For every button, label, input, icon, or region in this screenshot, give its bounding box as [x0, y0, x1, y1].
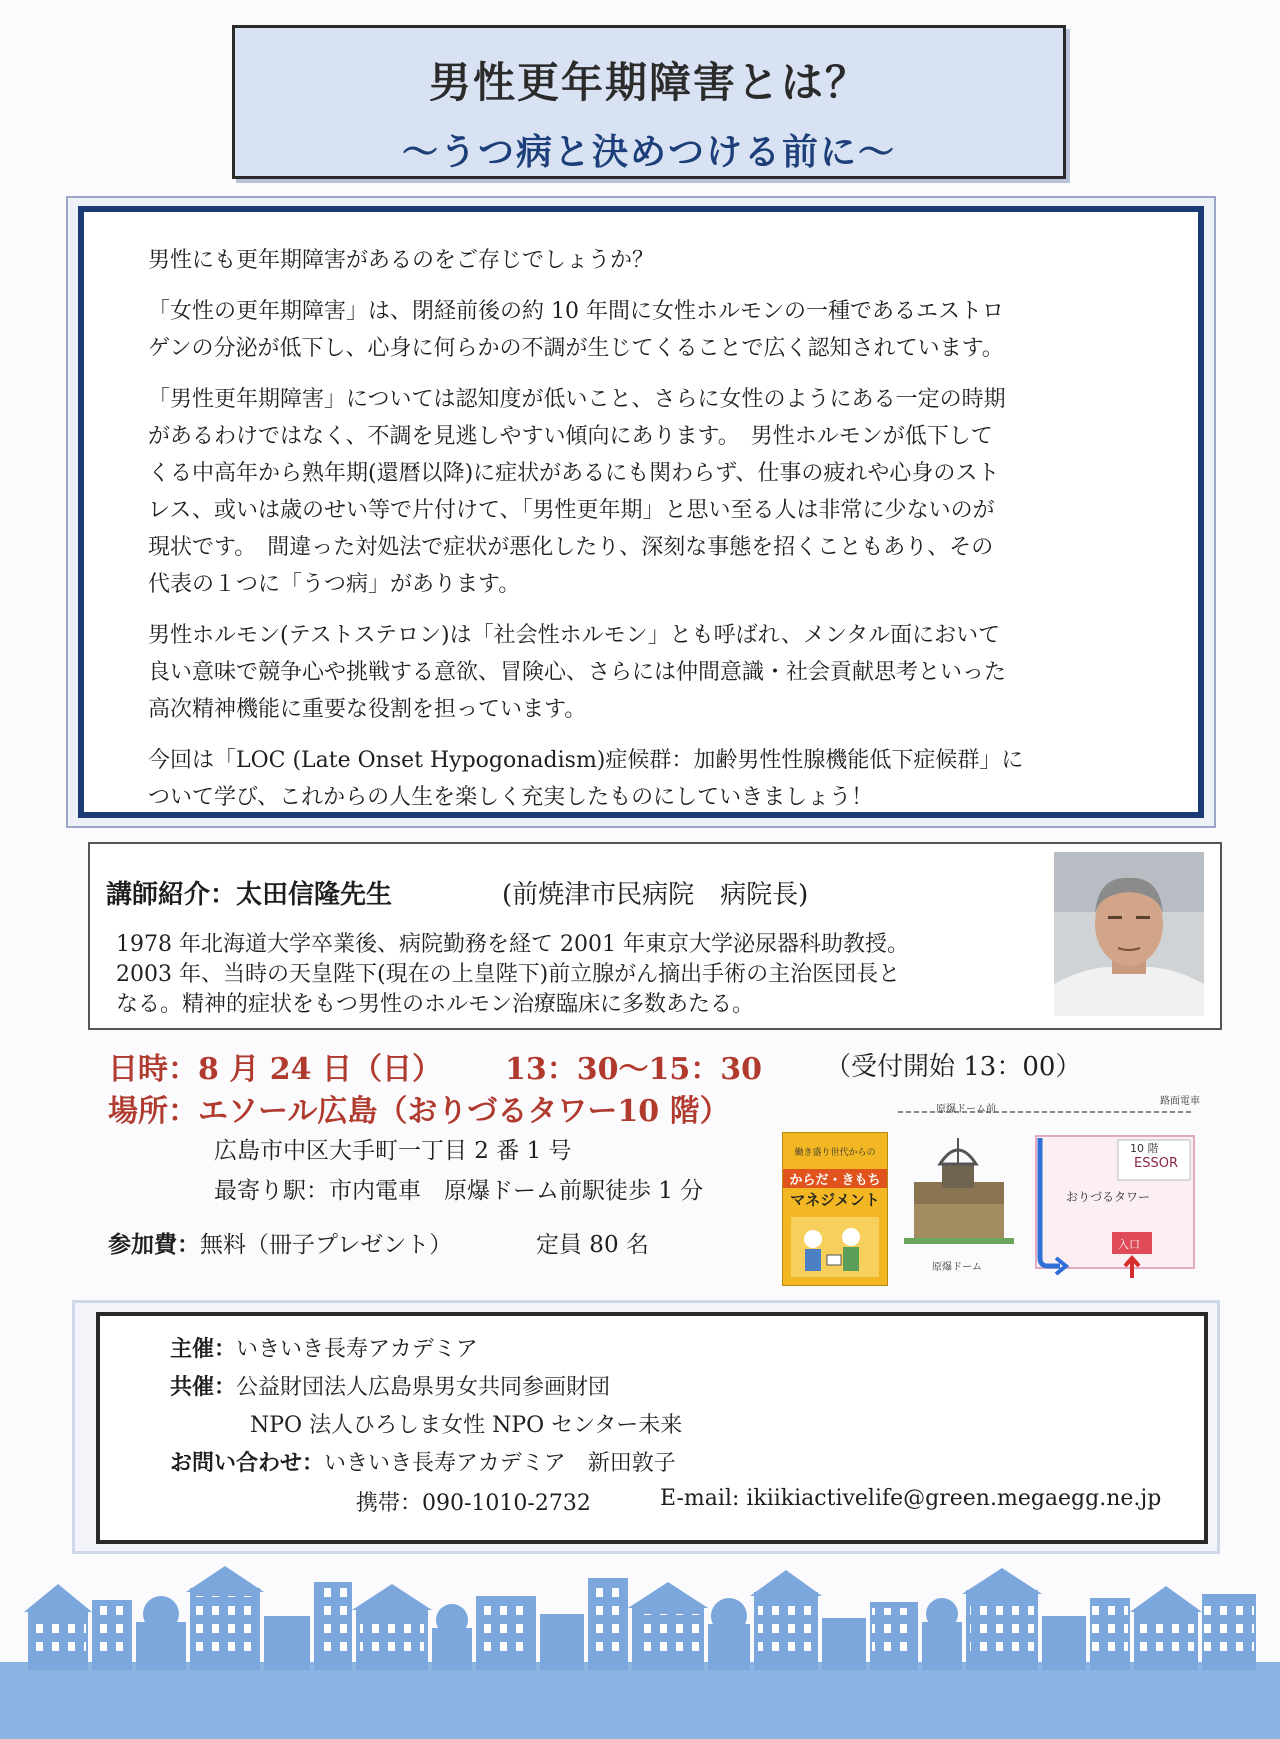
- event-reception: （受付開始 13：00）: [825, 1052, 1082, 1082]
- organizer-mobile: 携帯：090-1010-2732: [356, 1491, 591, 1516]
- map-tram-label: 路面電車: [1160, 1096, 1200, 1107]
- map-dome-label: 原爆ドーム: [932, 1262, 982, 1273]
- event-date: 日時：8 月 24 日（日）: [108, 1052, 442, 1087]
- map-tram-stop-label: 原爆ドーム前: [936, 1104, 996, 1115]
- access-map: [892, 1092, 1200, 1286]
- booklet-subtitle: 働き盛り世代からの: [794, 1148, 876, 1158]
- title-banner: [232, 25, 1066, 179]
- speaker-affiliation: (前焼津市民病院 病院長): [502, 880, 809, 910]
- event-station: 最寄り駅：市内電車 原爆ドーム前駅徒歩 1 分: [214, 1178, 704, 1204]
- intro-section: [78, 206, 1204, 818]
- event-fee: 参加費：無料（冊子プレゼント）: [108, 1231, 453, 1258]
- event-place: 場所：エソール広島（おりづるタワー10 階）: [108, 1094, 730, 1129]
- organizer-section: [96, 1312, 1208, 1544]
- intro-paragraph-4: 男性ホルモン(テストステロン)は「社会性ホルモン」とも呼ばれ、メンタル面において 良い意味で競争心や挑戦する意欲、冒険心、さらには仲間意識・社会貢献思考といった 高次精神機能に重要な役割を担っています。: [148, 623, 1007, 722]
- booklet-title-line2: マネジメント: [790, 1191, 880, 1209]
- speaker-heading: 講師紹介：太田信隆先生: [106, 880, 393, 910]
- map-drawing: [892, 1092, 1200, 1286]
- booklet-image: [782, 1132, 888, 1286]
- map-essor-logo: ESSOR: [1134, 1156, 1178, 1171]
- organizer-cohost-2: NPO 法人ひろしま女性 NPO センター未来: [250, 1413, 683, 1438]
- organizer-email: E-mail: ikiikiactivelife@green.megaegg.ne.jp: [660, 1486, 1162, 1511]
- event-time: 13：30〜15：30: [505, 1052, 762, 1087]
- map-entrance-label: 入口: [1118, 1238, 1140, 1251]
- organizer-host: 主催：いきいき長寿アカデミア: [170, 1336, 478, 1362]
- intro-paragraph-2: 「女性の更年期障害」は、閉経前後の約 10 年間に女性ホルモンの一種であるエストロ ゲンの分泌が低下し、心身に何らかの不調が生じてくることで広く認知されています。: [148, 299, 1004, 361]
- intro-paragraph-5: 今回は「LOC (Late Onset Hypogonadism)症候群：加齢男性性腺機能低下症候群」に ついて学び、これからの人生を楽しく充実したものにしていきましょう！: [148, 748, 1024, 810]
- event-capacity: 定員 80 名: [536, 1232, 649, 1258]
- town-skyline-decoration: [0, 1566, 1280, 1739]
- booklet-title-line1: からだ・きもち: [783, 1169, 887, 1188]
- map-tower-label: おりづるタワー: [1066, 1190, 1151, 1204]
- page-subtitle: 〜うつ病と決めつける前に〜: [401, 131, 896, 173]
- page-title: 男性更年期障害とは？: [428, 58, 869, 107]
- intro-paragraph-1: 男性にも更年期障害があるのをご存じでしょうか？: [148, 248, 655, 273]
- speaker-bio: 1978 年北海道大学卒業後、病院勤務を経て 2001 年東京大学泌尿器科助教授。 2003 年、当時の天皇陛下(現在の上皇陛下)前立腺がん摘出手術の主治医団長と なる。精神的症状をもつ男性のホルモン治療臨床に多数あたる。: [116, 932, 909, 1017]
- organizer-cohost: 共催：公益財団法人広島県男女共同参画財団: [170, 1374, 611, 1400]
- intro-paragraph-3: 「男性更年期障害」については認知度が低いこと、さらに女性のようにある一定の時期 があるわけではなく、不調を見逃しやすい傾向にあります。 男性ホルモンが低下して くる中高年から熟年期(還暦以降)に症状があるにも関わらず、仕事の疲れや心身のスト レス、或いは歳のせい等で片付けて、「男性更年期」と思い至る人は非常に少ないのが 現状です。 間違った対処法で症状が悪化したり、深刻な事態を招くこともあり、その 代表の１つに「うつ病」があります。: [148, 387, 1006, 597]
- event-address: 広島市中区大手町一丁目 2 番 1 号: [214, 1138, 572, 1164]
- speaker-section: [88, 842, 1222, 1030]
- map-floor-label: 10 階: [1130, 1142, 1159, 1155]
- organizer-contact: お問い合わせ：いきいき長寿アカデミア 新田敦子: [170, 1450, 676, 1476]
- booklet-illustration-icon: [791, 1217, 879, 1277]
- speaker-photo: [1054, 852, 1204, 1016]
